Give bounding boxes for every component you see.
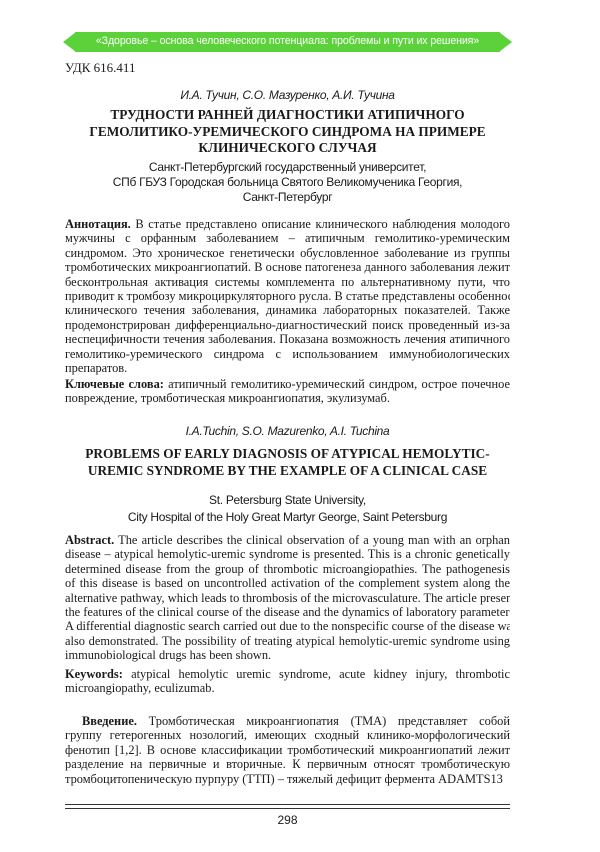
paragraph-label: Ключевые слова: <box>65 377 164 391</box>
line-text: продемонстрирован дифференциально-диагностический поиск проведенный из-за <box>65 318 510 332</box>
line-text: immunobiological drugs has been shown. <box>65 648 271 662</box>
line-text: приводит к тромбозу микроциркуляторного русла. В статье представлены особенности <box>65 289 510 303</box>
affiliation-line: СПб ГБУЗ Городская больница Святого Великомученика Георгия, <box>65 175 510 190</box>
text-line <box>65 619 510 633</box>
line-text: A differential diagnostic search carried out due to the nonspecific course of the disease was <box>65 619 510 633</box>
line-text: also demonstrated. The possibility of treating atypical hemolytic-uremic syndrome using <box>65 634 510 648</box>
line-text: of this disease is based on uncontrolled activation of the complement system along the <box>65 576 510 590</box>
abstract-en <box>65 533 510 663</box>
intro-paragraph <box>65 714 510 786</box>
line-text: неспецифичности течения заболевания. Показана возможность лечения атипичного <box>65 332 510 346</box>
line-text: тромботических микроангиопатий. В основе патогенеза данного заболевания лежит <box>65 260 510 274</box>
line-text: the features of the clinical course of the disease and the dynamics of laboratory parameters. <box>65 605 510 619</box>
text-line <box>65 634 510 648</box>
authors-ru: И.А. Тучин, С.О. Мазуренко, А.И. Тучина <box>65 88 510 102</box>
title-line: КЛИНИЧЕСКОГО СЛУЧАЯ <box>65 140 510 157</box>
text-line <box>65 289 510 303</box>
keywords-en <box>65 667 510 696</box>
text-line <box>65 533 510 547</box>
line-text: The article describes the clinical observation of a young man with an orphan <box>114 533 510 547</box>
text-line <box>65 605 510 619</box>
line-text: клинического течения заболевания, динамика лабораторных показателей. Также <box>65 303 510 317</box>
text-line <box>65 681 510 695</box>
title-line: ГЕМОЛИТИКО-УРЕМИЧЕСКОГО СИНДРОМА НА ПРИМЕРЕ <box>65 124 510 141</box>
text-line <box>65 260 510 274</box>
affiliation-line: St. Petersburg State University, <box>65 492 510 509</box>
title-line: PROBLEMS OF EARLY DIAGNOSIS OF ATYPICAL HEMOLYTIC- <box>65 446 510 463</box>
text-line <box>65 217 510 231</box>
text-line <box>65 576 510 590</box>
text-line <box>65 275 510 289</box>
title-line: ТРУДНОСТИ РАННЕЙ ДИАГНОСТИКИ АТИПИЧНОГО <box>65 107 510 124</box>
page-number: 298 <box>65 813 510 827</box>
line-text: тромбоцитопеническую пурпуру (ТТП) – тяжелый дефицит фермента ADAMTS13 <box>65 772 503 786</box>
line-text: фенотип [1,2]. В основе классификации тромботический микроангиопатий лежит <box>65 743 510 757</box>
paragraph-label: Аннотация. <box>65 217 131 231</box>
paragraph-label: Введение. <box>82 714 137 728</box>
text-line <box>65 648 510 662</box>
line-text: disease – atypical hemolytic-uremic syndrome is presented. This is a chronic genetically <box>65 547 510 561</box>
text-line <box>65 562 510 576</box>
text-line <box>65 347 510 361</box>
text-line <box>65 728 510 742</box>
line-text: atypical hemolytic uremic syndrome, acute kidney injury, thrombotic <box>123 667 510 681</box>
text-line <box>65 246 510 260</box>
line-text: В статье представлено описание клинического наблюдения молодого <box>131 217 510 231</box>
text-line <box>65 391 510 405</box>
keywords-ru <box>65 377 510 406</box>
line-text: Тромботическая микроангиопатия (ТМА) представляет собой <box>137 714 510 728</box>
authors-en: I.A.Tuchin, S.O. Mazurenko, A.I. Tuchina <box>65 424 510 438</box>
banner-text: «Здоровье – основа человеческого потенциала: проблемы и пути их решения» <box>63 35 512 47</box>
line-text: alternative pathway, which leads to thrombosis of the microvasculature. The article presents <box>65 591 510 605</box>
line-text: повреждение, тромботическая микроангиопатия, экулизумаб. <box>65 391 390 405</box>
line-text: разделение на первичные и вторичные. К первичным относят тромботическую <box>65 757 510 771</box>
conference-banner <box>63 32 512 52</box>
text-line <box>65 591 510 605</box>
line-text: гемолитико-уремического синдрома с использованием иммунобиологических <box>65 347 510 361</box>
text-line <box>65 757 510 771</box>
abstract-ru <box>65 217 510 375</box>
title-ru <box>65 107 510 157</box>
text-line <box>65 667 510 681</box>
text-line <box>65 231 510 245</box>
affiliation-ru <box>65 160 510 205</box>
paragraph-label: Keywords: <box>65 667 123 681</box>
affiliation-line: City Hospital of the Holy Great Martyr George, Saint Petersburg <box>65 509 510 526</box>
footer-double-rule <box>65 804 510 809</box>
affiliation-line: Санкт-Петербург <box>65 190 510 205</box>
text-line <box>65 547 510 561</box>
text-line <box>65 772 510 786</box>
text-line <box>65 743 510 757</box>
text-line <box>65 332 510 346</box>
text-line <box>65 361 510 375</box>
line-text: мужчины с орфанным заболеванием – атипичным гемолитико-уремическим <box>65 231 510 245</box>
paragraph-label: Abstract. <box>65 533 114 547</box>
line-text: синдромом. Это хроническое генетически обусловленное заболевание из группы <box>65 246 510 260</box>
line-text: бесконтрольная активация системы комплемента по альтернативному пути, что <box>65 275 510 289</box>
text-line <box>65 377 510 391</box>
udk-code: УДК 616.411 <box>65 60 135 76</box>
line-text: determined disease from the group of thrombotic microangiopathies. The pathogenesis <box>65 562 510 576</box>
text-line <box>65 303 510 317</box>
line-text: microangiopathy, eculizumab. <box>65 681 215 695</box>
affiliation-line: Санкт-Петербургский государственный университет, <box>65 160 510 175</box>
line-text: группу гетерогенных нозологий, имеющих сходный клинико-морфологический <box>65 728 510 742</box>
affiliation-en <box>65 492 510 526</box>
text-line <box>65 714 510 728</box>
title-en <box>65 446 510 479</box>
line-text: атипичный гемолитико-уремический синдром, острое почечное <box>164 377 510 391</box>
line-text: препаратов. <box>65 361 127 375</box>
title-line: UREMIC SYNDROME BY THE EXAMPLE OF A CLINICAL CASE <box>65 463 510 480</box>
text-line <box>65 318 510 332</box>
